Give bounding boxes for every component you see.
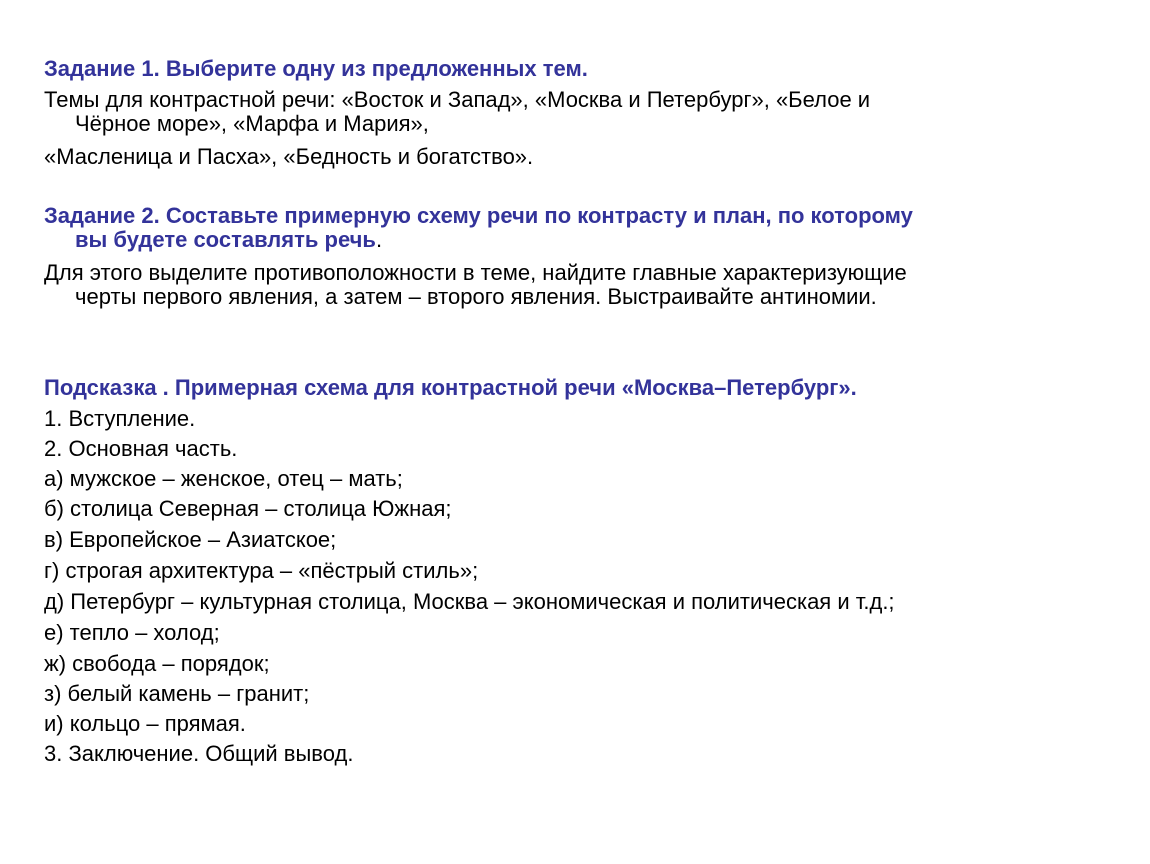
task2-instruction-line1: Для этого выделите противоположности в теме, найдите главные характеризующие <box>44 260 907 285</box>
task1-heading: Задание 1. Выберите одну из предложенных тем. <box>44 56 588 81</box>
task1-topics-line1: Темы для контрастной речи: «Восток и Запад», «Москва и Петербург», «Белое и <box>44 87 871 112</box>
task2-instruction-line2: черты первого явления, а затем – второго явления. Выстраивайте антиномии. <box>75 284 877 309</box>
task1-topics-line2: Чёрное море», «Марфа и Мария», <box>75 111 429 136</box>
task2-heading-line2 <box>44 228 382 252</box>
list-item: а) мужское – женское, отец – мать; <box>44 466 403 491</box>
list-item: 3. Заключение. Общий вывод. <box>44 741 354 766</box>
task2-heading-line1: Задание 2. Составьте примерную схему речи по контрасту и план, по которому <box>44 203 913 228</box>
list-item: г) строгая архитектура – «пёстрый стиль»; <box>44 558 479 583</box>
task2-heading-tail: . <box>375 227 383 252</box>
list-item: ж) свобода – порядок; <box>44 651 270 676</box>
list-item: и) кольцо – прямая. <box>44 711 246 736</box>
list-item: 2. Основная часть. <box>44 436 238 461</box>
list-item: б) столица Северная – столица Южная; <box>44 496 452 521</box>
task1-topics-line3: «Масленица и Пасха», «Бедность и богатство». <box>44 144 534 169</box>
list-item: 1. Вступление. <box>44 406 196 431</box>
list-item: в) Европейское – Азиатское; <box>44 527 337 552</box>
list-item: д) Петербург – культурная столица, Москва – экономическая и политическая и т.д.; <box>44 589 895 614</box>
hint-heading: Подсказка . Примерная схема для контрастной речи «Москва–Петербург». <box>44 375 857 400</box>
list-item: з) белый камень – гранит; <box>44 681 310 706</box>
list-item: е) тепло – холод; <box>44 620 220 645</box>
task2-heading-line2-text: вы будете составлять речь <box>75 227 376 252</box>
